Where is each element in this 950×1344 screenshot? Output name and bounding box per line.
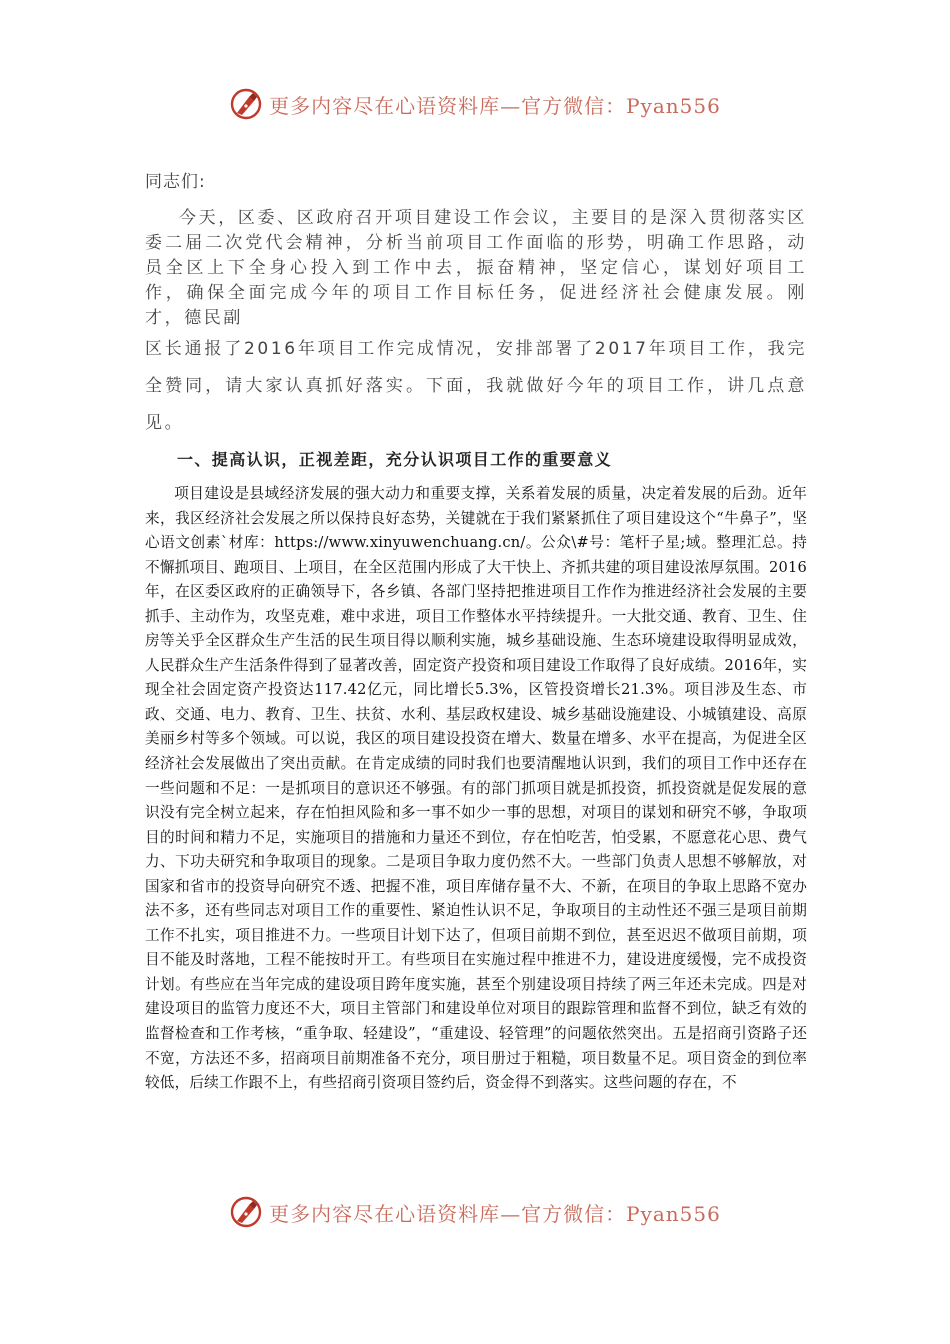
intro-paragraph-continued: 区长通报了2016年项目工作完成情况，安排部署了2017年项目工作，我完全赞同，请大家认真抓好落实。下面，我就做好今年的项目工作，讲几点意见。 — [145, 339, 807, 433]
document-body — [145, 170, 807, 1096]
section-heading: 一、提高认识，正视差距，充分认识项目工作的重要意义 — [177, 450, 613, 469]
banner-text: 更多内容尽在心语资料库—官方微信：Pyan556 — [269, 1201, 721, 1226]
greeting: 同志们: — [145, 172, 206, 192]
footer-banner — [0, 1192, 950, 1232]
header-banner — [0, 84, 950, 124]
banner-text: 更多内容尽在心语资料库—官方微信：Pyan556 — [269, 93, 721, 118]
pen-nib-logo-icon — [229, 1195, 263, 1229]
pen-nib-logo-icon — [229, 87, 263, 121]
body-paragraph: 项目建设是县域经济发展的强大动力和重要支撑，关系着发展的质量，决定着发展的后劲。近年来，我区经济社会发展之所以保持良好态势，关键就在于我们紧紧抓住了项目建设这个“牛鼻子”，坚心语文创素`材库：https://www.xinyuwenchuang.cn/。公众\#号：笔杆子星;域。整理汇总。持不懈抓项目、跑项目、上项目，在全区范围内形成了大干快上、齐抓共建的项目建设浓厚氛围。2016年，在区委区政府的正确领导下，各乡镇、各部门坚持把推进项目工作作为推进经济社会发展的主要抓手、主动作为，攻坚克难，难中求进，项目工作整体水平持续提升。一大批交通、教育、卫生、住房等关乎全区群众生产生活的民生项目得以顺利实施，城乡基础设施、生态环境建设取得明显成效，人民群众生产生活条件得到了显著改善，固定资产投资和项目建设工作取得了良好成绩。2016年，实现全社会固定资产投资达117.42亿元，同比增长5.3%，区管投资增长21.3%。项目涉及生态、市政、交通、电力、教育、卫生、扶贫、水利、基层政权建设、城乡基础设施建设、小城镇建设、高原美丽乡村等多个领域。可以说，我区的项目建设投资在增大、数量在增多、水平在提高，为促进全区经济社会发展做出了突出贡献。在肯定成绩的同时我们也要清醒地认识到，我们的项目工作中还存在一些问题和不足：一是抓项目的意识还不够强。有的部门抓项目就是抓投资，抓投资就是促发展的意识没有完全树立起来，存在怕担风险和多一事不如少一事的思想，对项目的谋划和研究不够，争取项目的时间和精力不足，实施项目的措施和力量还不到位，存在怕吃苦，怕受累，不愿意花心思、费气力、下功夫研究和争取项目的现象。二是项目争取力度仍然不大。一些部门负责人思想不够解放，对国家和省市的投资导向研究不透、把握不准，项目库储存量不大、不新，在项目的争取上思路不宽办法不多，还有些同志对项目工作的重要性、紧迫性认识不足，争取项目的主动性还不强三是项目前期工作不扎实，项目推进不力。一些项目计划下达了，但项目前期不到位，甚至迟迟不做项目前期，项目不能及时落地，工程不能按时开工。有些项目在实施过程中推进不力，建设进度缓慢，完不成投资计划。有些应在当年完成的建设项目跨年度实施，甚至个别建设项目持续了两三年还未完成。四是对建设项目的监管力度还不大，项目主管部门和建设单位对项目的跟踪管理和监督不到位，缺乏有效的监督检查和工作考核，“重争取、轻建设”，“重建设、轻管理”的问题依然突出。五是招商引资路子还不宽，方法还不多，招商项目前期准备不充分，项目册过于粗糙，项目数量不足。项目资金的到位率较低，后续工作跟不上，有些招商引资项目签约后，资金得不到落实。这些问题的存在，不 — [145, 485, 807, 1092]
intro-paragraph: 今天，区委、区政府召开项目建设工作会议，主要目的是深入贯彻落实区委二届二次党代会精神，分析当前项目工作面临的形势，明确工作思路，动员全区上下全身心投入到工作中去，振奋精神，坚定信心，谋划好项目工作，确保全面完成今年的项目工作目标任务，促进经济社会健康发展。刚才，德民副 — [145, 208, 807, 328]
